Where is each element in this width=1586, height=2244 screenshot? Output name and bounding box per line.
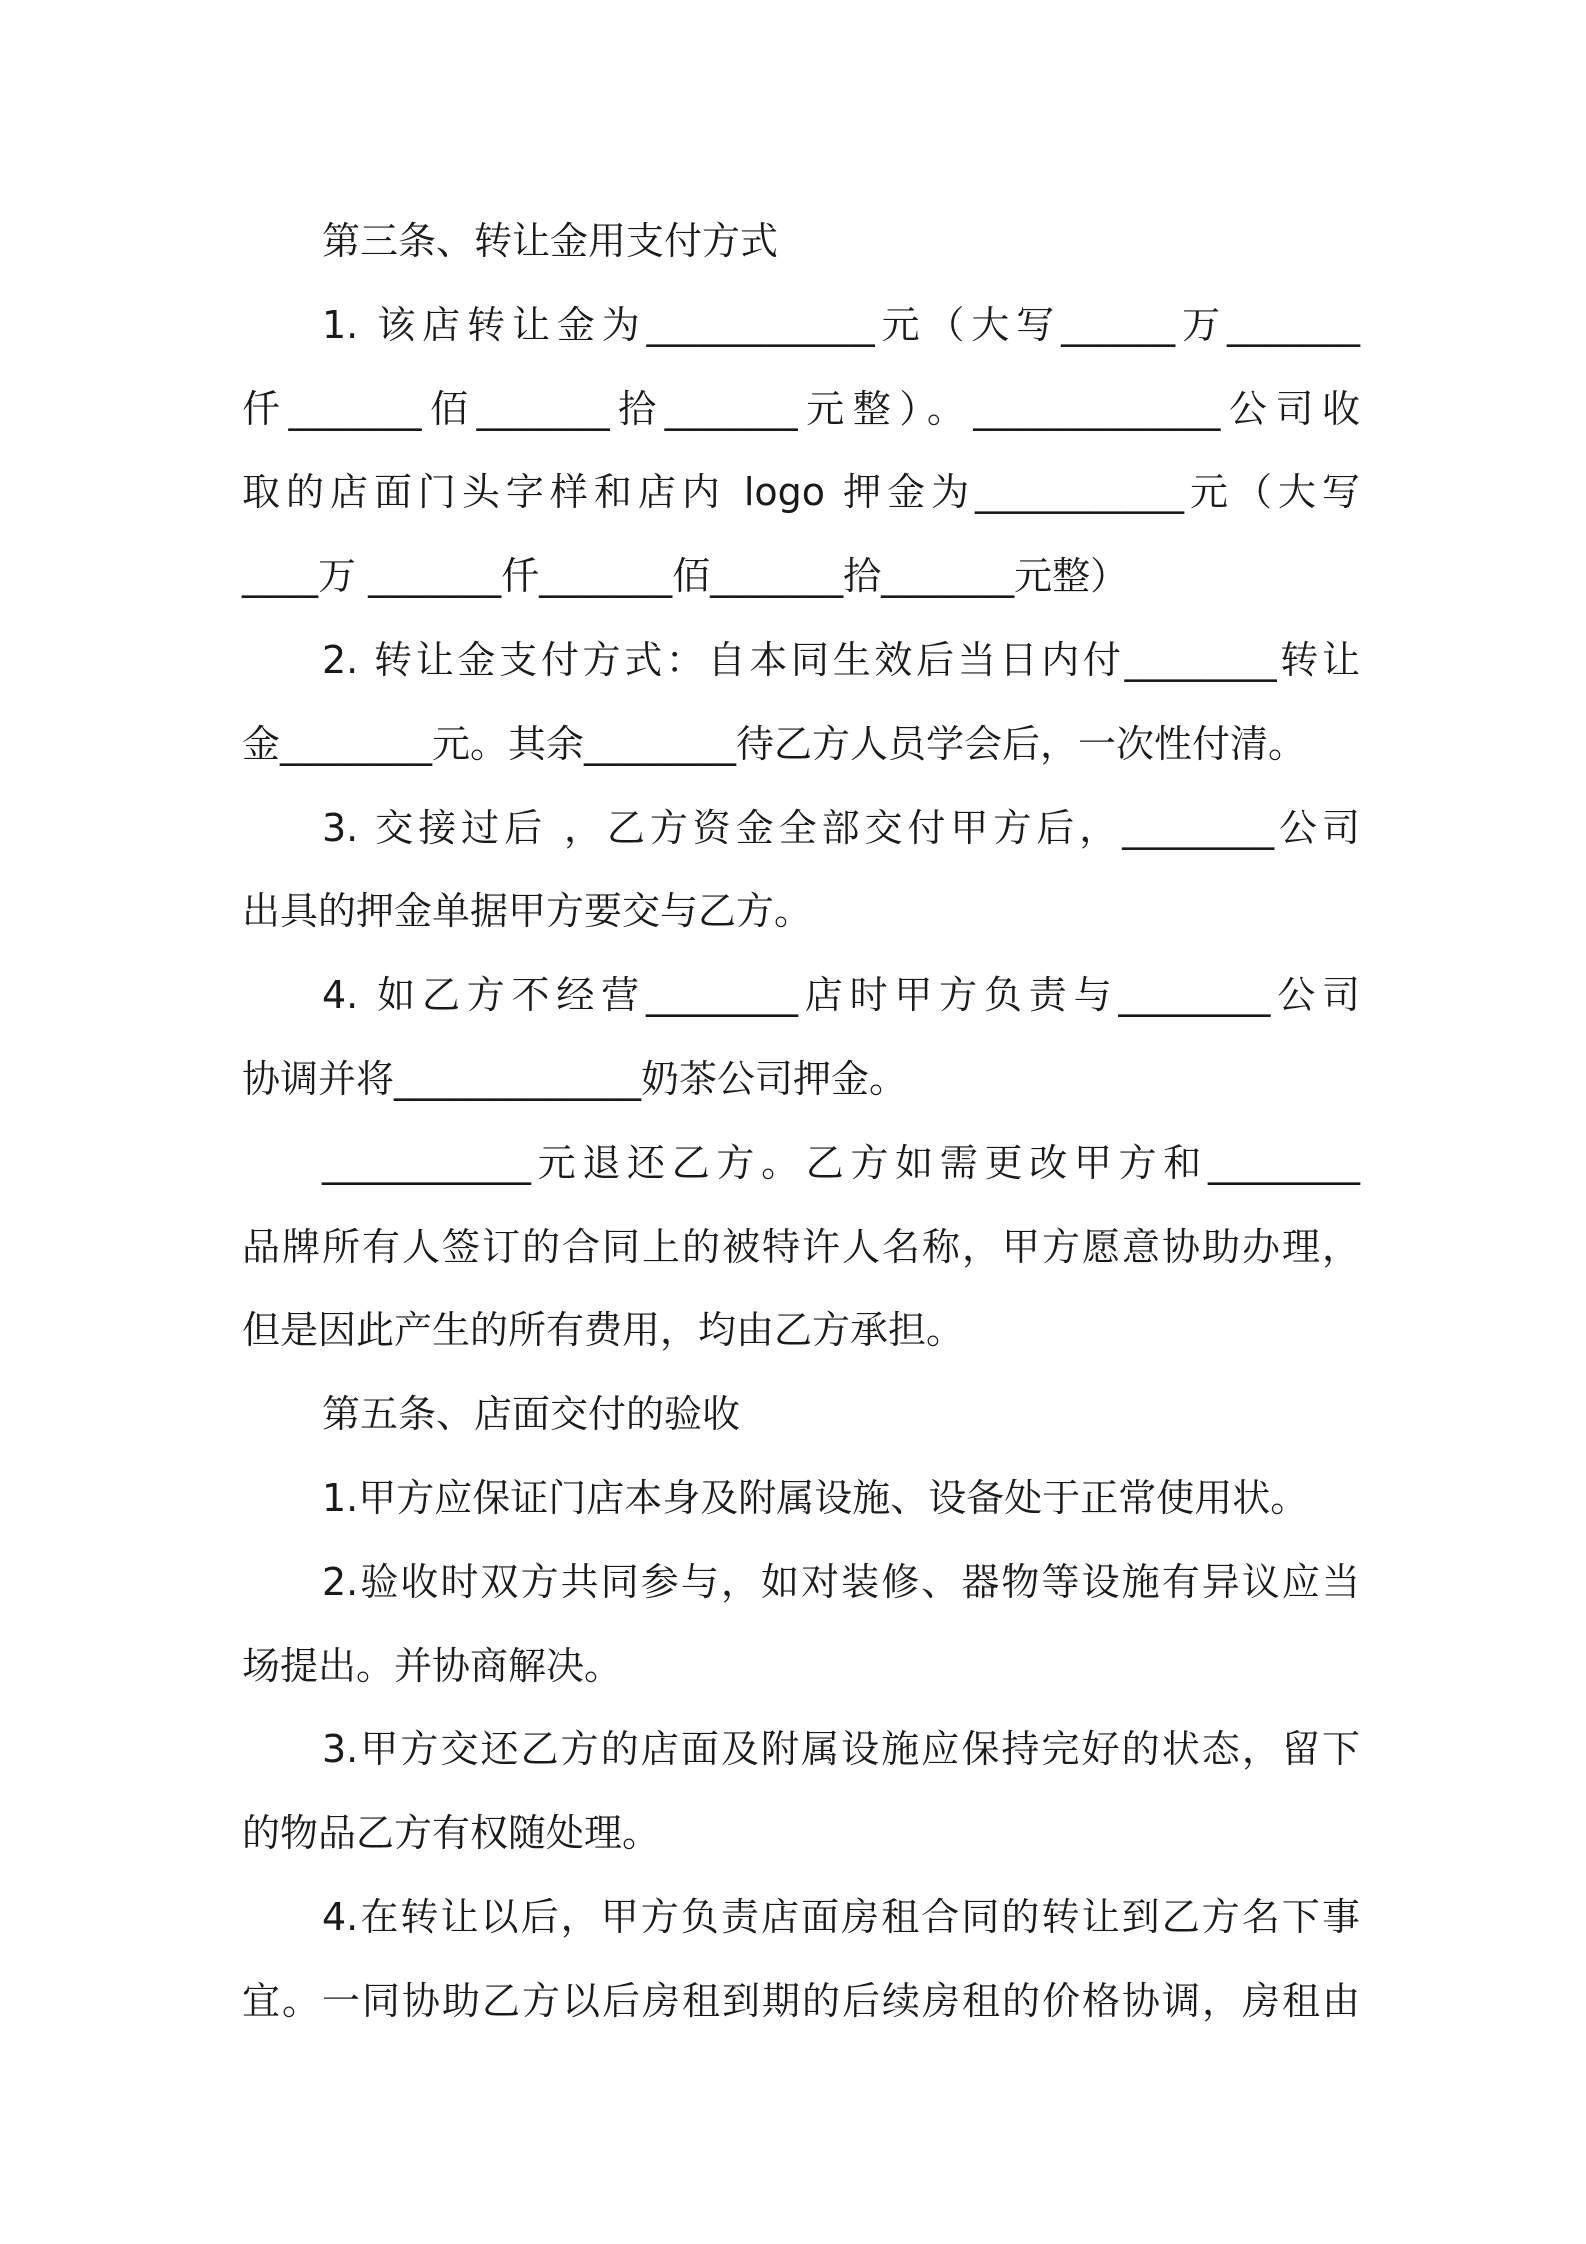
article-3-paragraph-line-3: 但是因此产生的所有费用，均由乙方承担。 <box>242 1308 965 1353</box>
article-3-item-3-line-1: 3. 交接过后 ，乙方资金全部交付甲方后，________公司 <box>322 805 1360 850</box>
article-3-item-1-line-1: 1. 该店转让金为____________元（大写______万_______ <box>322 302 1360 347</box>
article-5-item-1: 1.甲方应保证门店本身及附属设施、设备处于正常使用状。 <box>322 1475 1309 1520</box>
article-3-item-2-line-1: 2. 转让金支付方式：自本同生效后当日内付________转让 <box>322 637 1360 682</box>
document-body <box>242 200 1360 2044</box>
article-3-item-4-line-2: 协调并将_____________奶茶公司押金。 <box>242 1056 908 1101</box>
article-5-item-4-line-2: 宜。一同协助乙方以后房租到期的后续房租的价格协调，房租由 <box>242 1978 1360 2023</box>
article-5-item-3-line-1: 3.甲方交还乙方的店面及附属设施应保持完好的状态，留下 <box>322 1727 1360 1772</box>
article-5-heading: 第五条、店面交付的验收 <box>322 1392 741 1437</box>
article-3-paragraph-line-2: 品牌所有人签订的合同上的被特许人名称，甲方愿意协助办理， <box>242 1224 1360 1269</box>
article-3-item-1-line-2: 仟_______佰_______拾_______元整）。_____________公司收 <box>242 386 1360 431</box>
article-3-heading: 第三条、转让金用支付方式 <box>322 219 779 263</box>
article-3-item-1-line-4: ____万 _______仟_______佰_______拾_______元整） <box>242 554 1129 599</box>
article-5-item-3-line-2: 的物品乙方有权随处理。 <box>242 1811 661 1856</box>
article-5-item-2-line-1: 2.验收时双方共同参与，如对装修、器物等设施有异议应当 <box>322 1559 1360 1604</box>
article-3-item-4-line-1: 4. 如乙方不经营________店时甲方负责与________公司 <box>322 973 1360 1018</box>
article-3-item-1-line-3: 取的店面门头字样和店内 logo 押金为___________元（大写 <box>242 470 1360 515</box>
article-3-item-2-line-2: 金________元。其余________待乙方人员学会后，一次性付清。 <box>242 721 1307 766</box>
article-5-item-2-line-2: 场提出。并协商解决。 <box>242 1643 623 1688</box>
article-5-item-4-line-1: 4.在转让以后，甲方负责店面房租合同的转让到乙方名下事 <box>322 1894 1360 1939</box>
article-3-paragraph-line-1: ___________元退还乙方。乙方如需更改甲方和________ <box>322 1140 1360 1185</box>
article-3-item-3-line-2: 出具的押金单据甲方要交与乙方。 <box>242 889 813 934</box>
